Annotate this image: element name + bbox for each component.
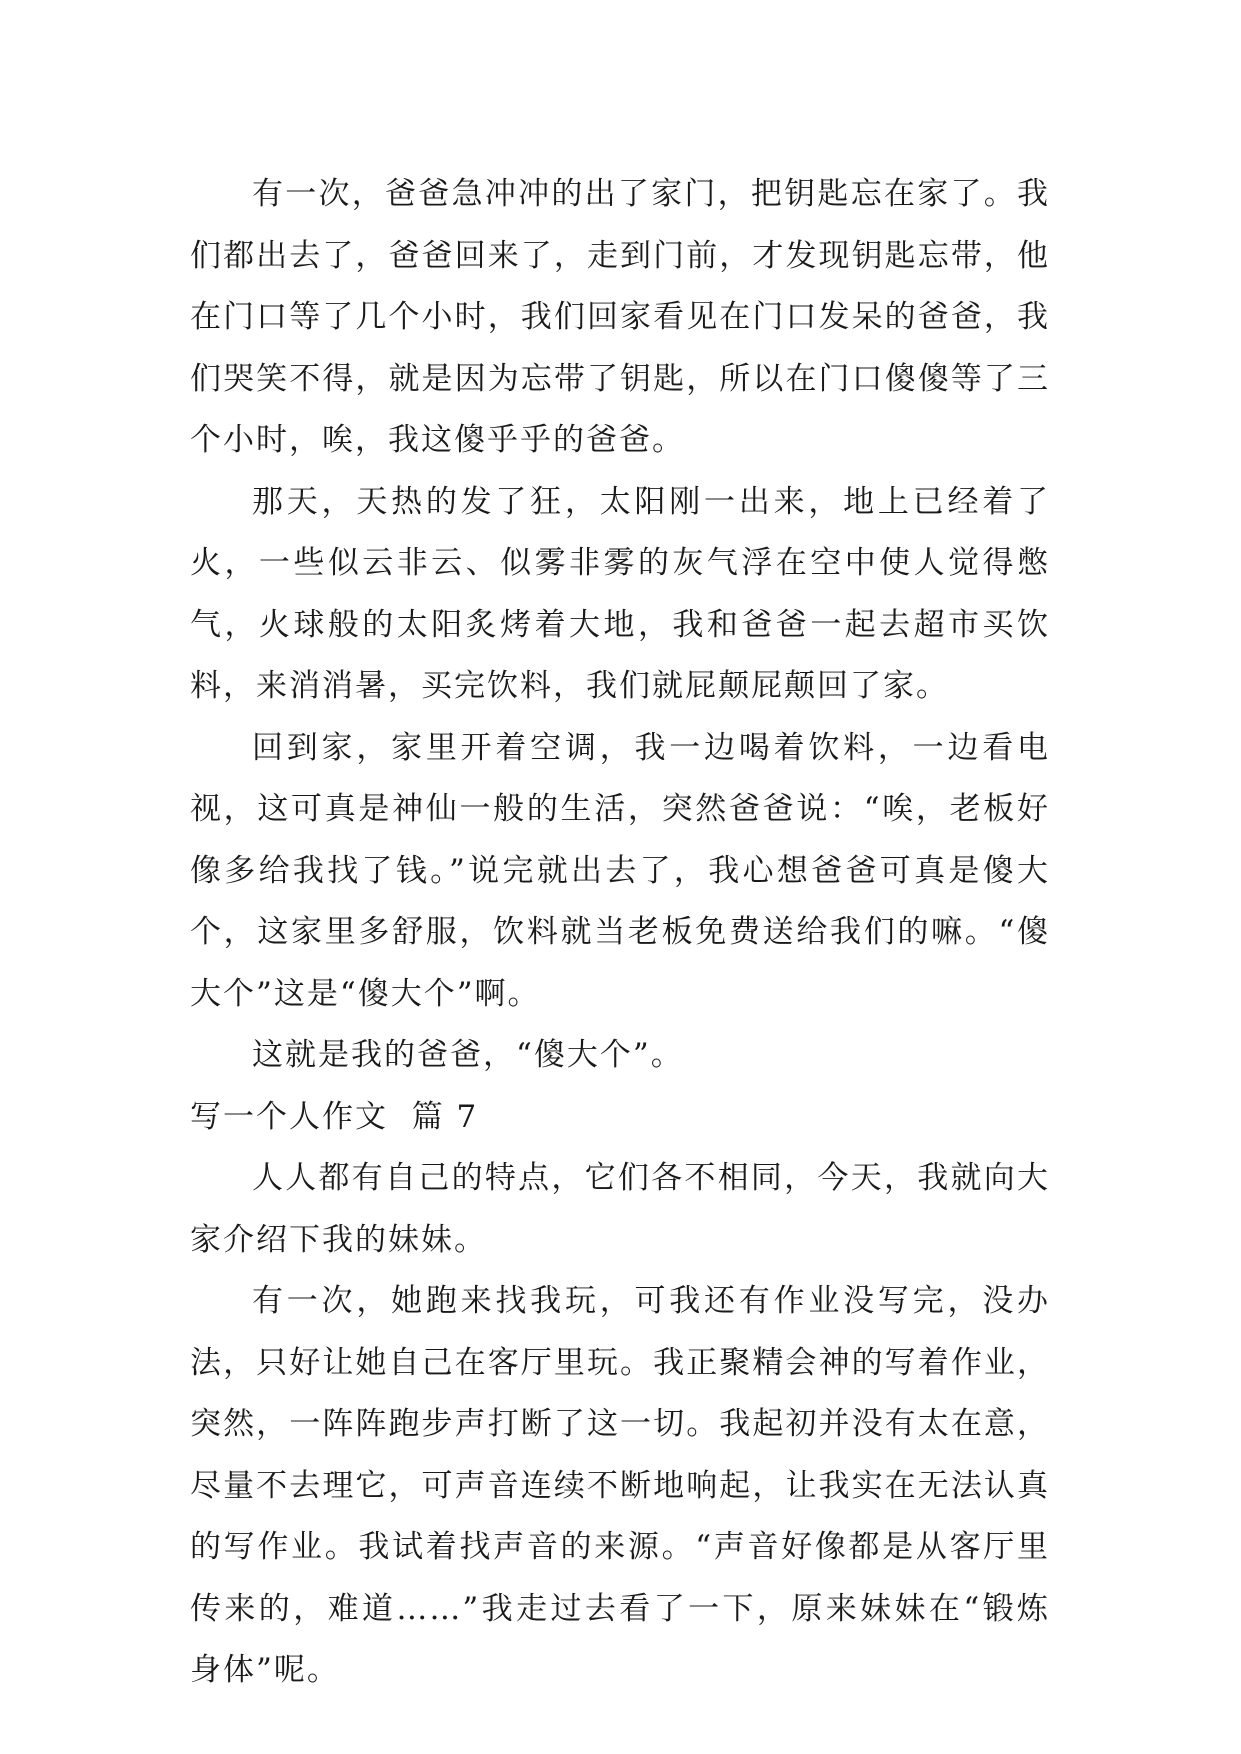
document-body	[190, 164, 1050, 1702]
paragraph-dad-forgot-keys: 有一次，爸爸急冲冲的出了家门，把钥匙忘在家了。我们都出去了，爸爸回来了，走到门前，才发现钥匙忘带，他在门口等了几个小时，我们回家看见在门口发呆的爸爸，我们哭笑不得，就是因为忘带了钥匙，所以在门口傻傻等了三个小时，唉，我这傻乎乎的爸爸。	[190, 176, 1050, 458]
paragraph-sister-playing: 有一次，她跑来找我玩，可我还有作业没写完，没办法，只好让她自己在客厅里玩。我正聚精会神的写着作业，突然，一阵阵跑步声打断了这一切。我起初并没有太在意，尽量不去理它，可声音连续不断地响起，让我实在无法认真的写作业。我试着找声音的来源。“声音好像都是从客厅里传来的，难道……”我走过去看了一下，原来妹妹在“锻炼身体”呢。	[190, 1283, 1050, 1688]
paragraph-conclusion: 这就是我的爸爸，“傻大个”。	[252, 1037, 684, 1073]
paragraph-hot-day: 那天，天热的发了狂，太阳刚一出来，地上已经着了火，一些似云非云、似雾非雾的灰气浮在空中使人觉得憋气，火球般的太阳炙烤着大地，我和爸爸一起去超市买饮料，来消消暑，买完饮料，我们就屁颠屁颠回了家。	[190, 483, 1050, 704]
paragraph-intro-sister: 人人都有自己的特点，它们各不相同，今天，我就向大家介绍下我的妹妹。	[190, 1160, 1050, 1258]
paragraph-back-home: 回到家，家里开着空调，我一边喝着饮料，一边看电视，这可真是神仙一般的生活，突然爸爸说：“唉，老板好像多给我找了钱。”说完就出去了，我心想爸爸可真是傻大个，这家里多舒服，饮料就当老板免费送给我们的嘛。“傻大个”这是“傻大个”啊。	[190, 729, 1050, 1012]
section-heading: 写一个人作文 篇 7	[190, 1098, 479, 1135]
